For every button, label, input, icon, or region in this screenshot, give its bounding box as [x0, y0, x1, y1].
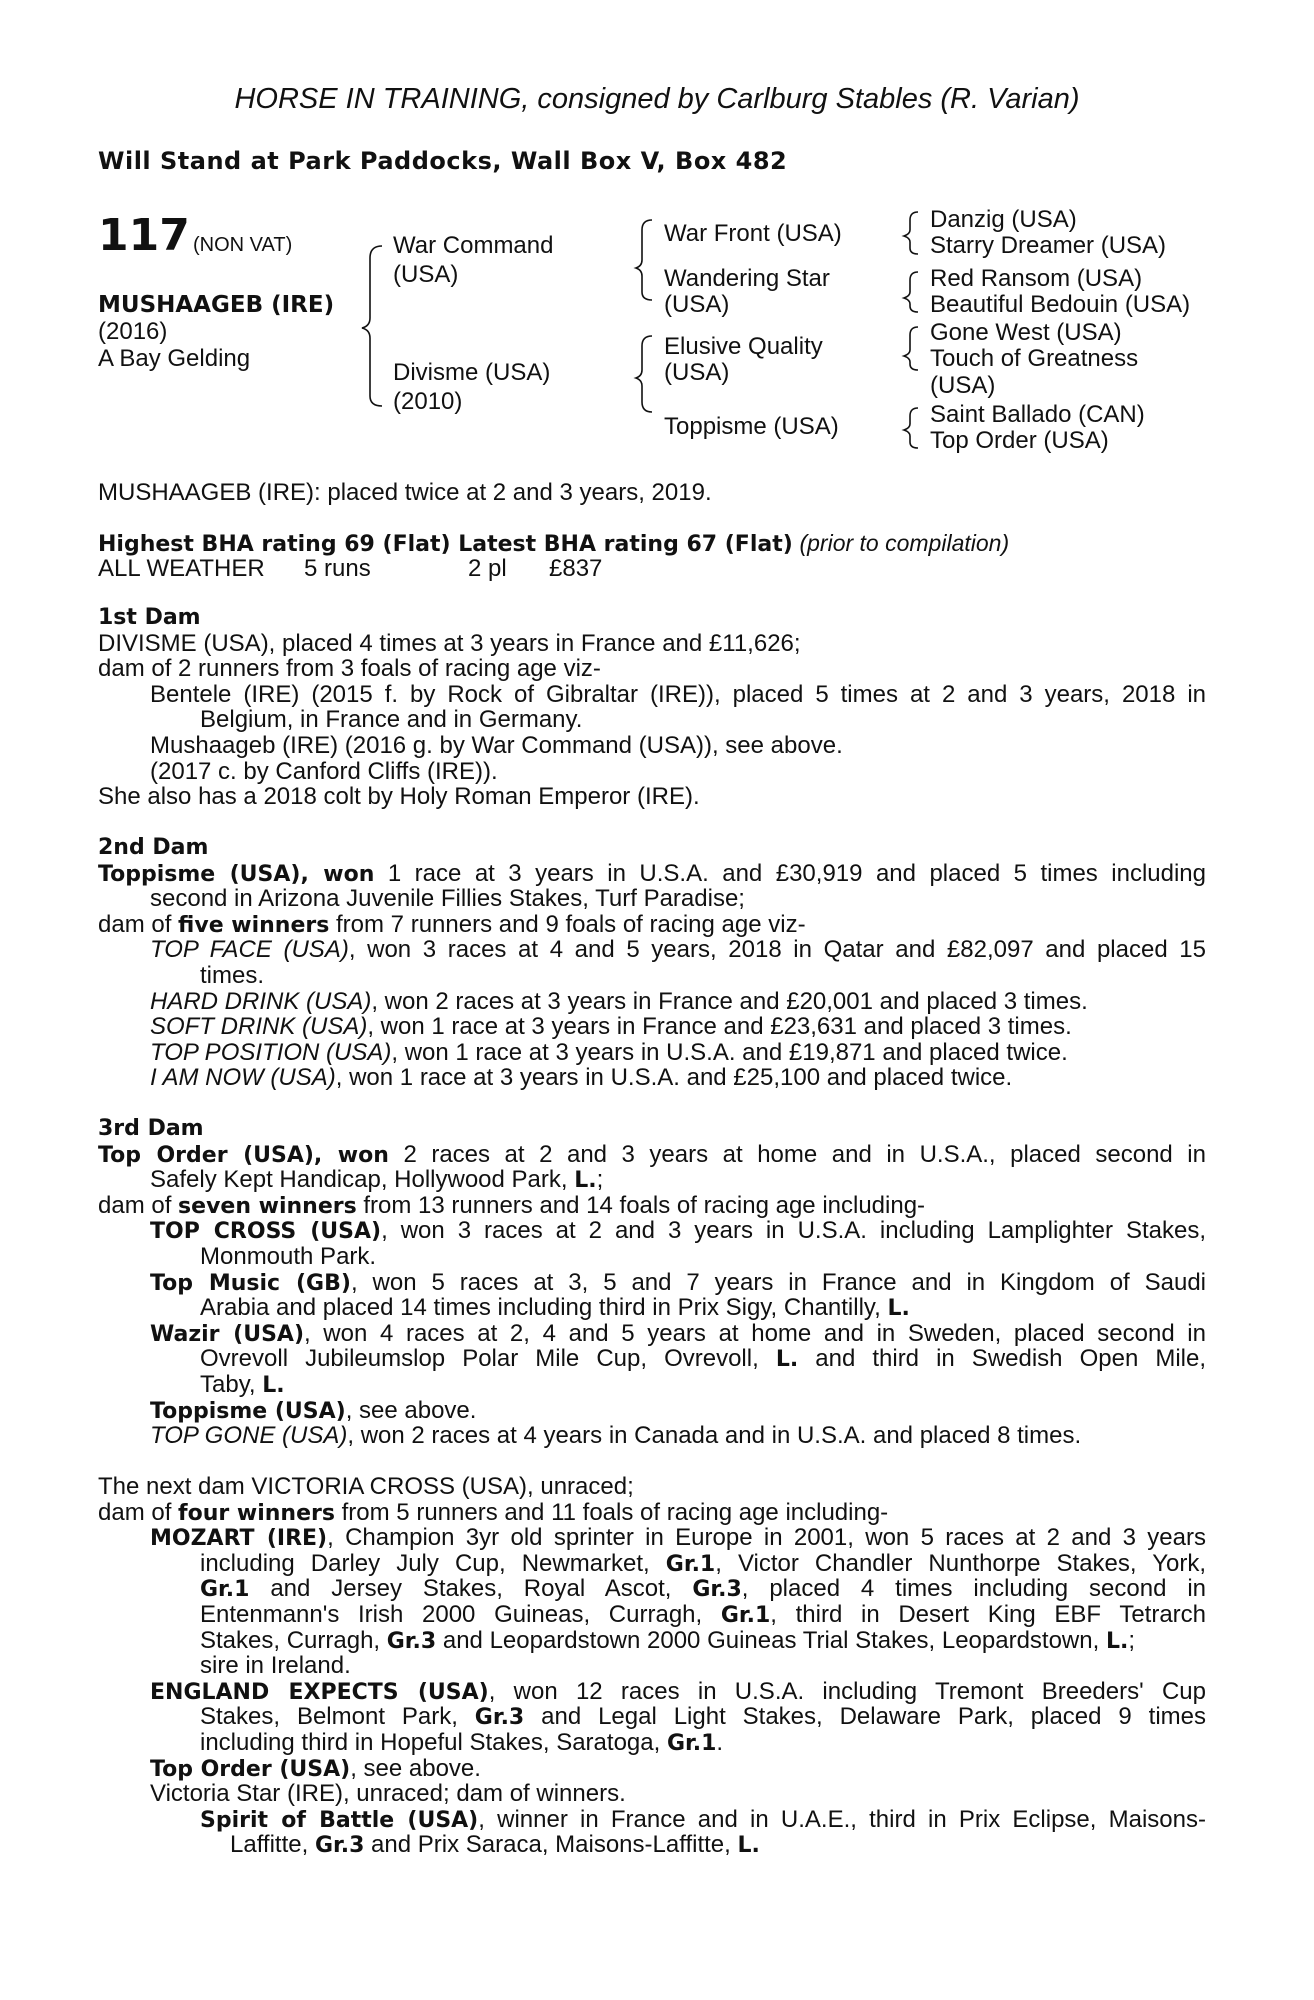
- runner-name: Toppisme (USA): [150, 1398, 346, 1424]
- text: ;: [596, 1166, 604, 1194]
- winners-count: four winners: [178, 1500, 335, 1526]
- first-dam-heading: 1st Dam: [98, 605, 201, 630]
- runner-entry: [98, 1602, 1206, 1628]
- runner-name: TOP POSITION (USA): [150, 1038, 392, 1066]
- text: , see above.: [350, 1754, 481, 1782]
- text: , won 1 race at 3 years in U.S.A. and £25,100 and placed twice.: [335, 1064, 1013, 1092]
- runner-entry: [98, 1321, 1206, 1347]
- pedigree-sire-sire: War Front (USA): [664, 220, 842, 247]
- runner-entry: [98, 1398, 1206, 1424]
- text: Stakes, Curragh,: [200, 1626, 387, 1654]
- group-marker: Gr.1: [665, 1551, 716, 1577]
- text: , won 2 races at 3 years in France and £20,001 and placed 3 times.: [371, 987, 1088, 1015]
- pedigree-g3-3: Red Ransom (USA): [930, 265, 1143, 292]
- runner-entry: [98, 1295, 1206, 1321]
- runner-entry: Monmouth Park.: [200, 1242, 377, 1270]
- first-dam-line: DIVISME (USA), placed 4 times at 3 years in France and £11,626;: [98, 629, 801, 657]
- runner-name: MOZART (IRE): [150, 1526, 328, 1552]
- text: , won 3 races at 4 and 5 years, 2018 in Qatar and £82,097 and placed 15: [348, 936, 1206, 964]
- pedigree-dam-year: (2010): [393, 388, 463, 415]
- text: including third in Hopeful Stakes, Saratoga,: [200, 1728, 667, 1756]
- group-marker: Gr.3: [386, 1628, 437, 1654]
- text: including Darley July Cup, Newmarket,: [200, 1549, 666, 1577]
- listed-marker: L.: [737, 1833, 760, 1859]
- third-dam-line: [98, 1142, 1206, 1168]
- runs-count: 5 runs: [304, 555, 371, 582]
- text: dam of: [98, 910, 179, 938]
- text: , placed 4 times including second in: [741, 1575, 1206, 1603]
- text: Stakes, Belmont Park,: [200, 1703, 475, 1731]
- text: and Prix Saraca, Maisons-Laffitte,: [364, 1831, 738, 1859]
- runner-entry: [98, 1576, 1206, 1602]
- text: , Victor Chandler Nunthorpe Stakes, York,: [715, 1549, 1207, 1577]
- runner-entry: [98, 1014, 1206, 1040]
- text: dam of: [98, 1498, 179, 1526]
- group-marker: Gr.1: [200, 1577, 250, 1603]
- next-dam-line: [98, 1500, 1206, 1526]
- earnings: £837: [549, 555, 603, 582]
- pedigree-dam-sire: Elusive Quality: [664, 333, 823, 360]
- runner-name: TOP CROSS (USA): [150, 1219, 382, 1245]
- first-dam-line: Bentele (IRE) (2015 f. by Rock of Gibraltar (IRE)), placed 5 times at 2 and 3 years, 2018 in: [150, 680, 1206, 708]
- runner-entry: [98, 1628, 1206, 1654]
- pedigree-g3-6-country: (USA): [930, 372, 996, 399]
- text: and Leopardstown 2000 Guineas Trial Stakes, Leopardstown,: [436, 1626, 1106, 1654]
- first-dam-line: She also has a 2018 colt by Holy Roman Emperor (IRE).: [98, 783, 700, 811]
- text: Safely Kept Handicap, Hollywood Park,: [150, 1166, 575, 1194]
- pedigree-dam: Divisme (USA): [393, 359, 551, 386]
- pedigree-g3-4: Beautiful Bedouin (USA): [930, 291, 1191, 318]
- next-dam-line: The next dam VICTORIA CROSS (USA), unraced;: [98, 1473, 634, 1500]
- runner-entry: sire in Ireland.: [200, 1652, 351, 1680]
- listed-marker: L.: [775, 1347, 799, 1373]
- listed-marker: L.: [574, 1168, 597, 1194]
- text: 1 race at 3 years in U.S.A. and £30,919 and placed 5 times including: [374, 859, 1206, 887]
- vat-status: (NON VAT): [193, 234, 293, 256]
- pedigree-sire-country: (USA): [393, 261, 459, 288]
- pedigree-dam-dam: Toppisme (USA): [664, 413, 839, 440]
- text: , third in Desert King EBF Tetrarch: [770, 1600, 1207, 1628]
- runner-name: Wazir (USA): [150, 1321, 304, 1347]
- runner-entry: [98, 1704, 1206, 1730]
- rating-note: (prior to compilation): [799, 530, 1010, 556]
- second-dam-heading: 2nd Dam: [98, 835, 209, 860]
- first-dam-section: [98, 605, 1206, 810]
- dam-name: Toppisme (USA), won: [98, 861, 375, 887]
- runner-entry: [98, 1346, 1206, 1372]
- pedigree-sire: War Command: [393, 232, 554, 259]
- text: , Champion 3yr old sprinter in Europe in 2001, won 5 races at 2 and 3 years: [327, 1524, 1206, 1552]
- listed-marker: L.: [1105, 1628, 1129, 1654]
- first-dam-line: (2017 c. by Canford Cliffs (IRE)).: [150, 757, 498, 785]
- group-marker: Gr.1: [720, 1602, 771, 1628]
- lot-number: 117: [98, 210, 190, 261]
- third-dam-line: [98, 1167, 1206, 1193]
- text: and Jersey Stakes, Royal Ascot,: [249, 1575, 693, 1603]
- horse-description: A Bay Gelding: [98, 345, 251, 372]
- bha-rating: Highest BHA rating 69 (Flat) Latest BHA rating 67 (Flat): [98, 532, 793, 557]
- listed-marker: L.: [887, 1296, 910, 1322]
- text: 2 races at 2 and 3 years at home and in U.S.A., placed second in: [388, 1140, 1206, 1168]
- runner-entry: [98, 1832, 1206, 1858]
- runner-entry: [98, 1807, 1206, 1833]
- text: , won 2 races at 4 years in Canada and in U.S.A. and placed 8 times.: [347, 1422, 1082, 1450]
- third-dam-section: [98, 1116, 1206, 1449]
- winners-count: seven winners: [178, 1193, 357, 1219]
- text: dam of: [98, 1191, 179, 1219]
- runner-name: TOP FACE (USA): [150, 936, 349, 964]
- foaling-year: (2016): [98, 318, 168, 345]
- runner-entry: [98, 1730, 1206, 1756]
- race-summary: MUSHAAGEB (IRE): placed twice at 2 and 3 years, 2019.: [98, 479, 712, 506]
- group-marker: Gr.3: [474, 1705, 525, 1731]
- runner-entry: [98, 1423, 1206, 1449]
- dam-name: Top Order (USA), won: [98, 1142, 389, 1168]
- runner-entry: Victoria Star (IRE), unraced; dam of winners.: [150, 1780, 626, 1808]
- pedigree-sire-dam-country: (USA): [664, 291, 730, 318]
- third-dam-line: [98, 1193, 1206, 1219]
- first-dam-line: dam of 2 runners from 3 foals of racing age viz-: [98, 655, 601, 683]
- runner-entry: [98, 989, 1206, 1015]
- first-dam-line: Belgium, in France and in Germany.: [200, 706, 583, 734]
- text: from 13 runners and 14 foals of racing age including-: [356, 1191, 926, 1219]
- text: from 5 runners and 11 foals of racing age including-: [334, 1498, 889, 1526]
- next-dam-section: [98, 1474, 1206, 1858]
- third-dam-heading: 3rd Dam: [98, 1116, 204, 1141]
- runner-entry: [98, 1679, 1206, 1705]
- runner-name: Top Music (GB): [150, 1270, 351, 1296]
- text: Arabia and placed 14 times including third in Prix Sigy, Chantilly,: [200, 1294, 888, 1322]
- text: Laffitte,: [230, 1831, 315, 1859]
- group-marker: Gr.1: [666, 1730, 717, 1756]
- runner-name: HARD DRINK (USA): [150, 987, 372, 1015]
- horse-name: MUSHAAGEB (IRE): [98, 292, 335, 318]
- text: Entenmann's Irish 2000 Guineas, Curragh,: [200, 1600, 721, 1628]
- runner-entry: [98, 1372, 1206, 1398]
- runner-entry: [98, 1551, 1206, 1577]
- winners-count: five winners: [178, 912, 330, 938]
- pedigree-g3-6: Touch of Greatness: [930, 345, 1139, 372]
- text: , won 3 races at 2 and 3 years in U.S.A. including Lamplighter Stakes,: [381, 1217, 1206, 1245]
- pedigree-sire-dam: Wandering Star: [664, 265, 830, 292]
- second-dam-section: [98, 835, 1206, 1091]
- pedigree-dam-sire-country: (USA): [664, 359, 730, 386]
- text: , won 4 races at 2, 4 and 5 years at home and in Sweden, placed second in: [304, 1319, 1206, 1347]
- runner-name: Top Order (USA): [150, 1756, 351, 1782]
- rating-line: [98, 530, 1009, 558]
- placed-count: 2 pl: [468, 555, 507, 582]
- runner-entry: [98, 1218, 1206, 1244]
- second-dam-line: [98, 912, 1206, 938]
- surface-label: ALL WEATHER: [98, 555, 265, 582]
- text: from 7 runners and 9 foals of racing age viz-: [329, 910, 806, 938]
- text: , won 5 races at 3, 5 and 7 years in France and in Kingdom of Saudi: [350, 1268, 1207, 1296]
- pedigree-g3-7: Saint Ballado (CAN): [930, 401, 1145, 428]
- stand-location: Will Stand at Park Paddocks, Wall Box V, Box 482: [98, 147, 788, 175]
- group-marker: Gr.3: [692, 1577, 742, 1603]
- catalogue-heading: HORSE IN TRAINING, consigned by Carlburg Stables (R. Varian): [234, 83, 1080, 115]
- runner-name: ENGLAND EXPECTS (USA): [150, 1679, 489, 1705]
- pedigree-g3-5: Gone West (USA): [930, 319, 1122, 346]
- text: ;: [1128, 1626, 1136, 1654]
- runner-name: TOP GONE (USA): [150, 1422, 348, 1450]
- group-marker: Gr.3: [314, 1833, 365, 1859]
- runner-entry: [98, 1040, 1206, 1066]
- second-dam-line: second in Arizona Juvenile Fillies Stakes, Turf Paradise;: [150, 885, 745, 913]
- text: , won 12 races in U.S.A. including Tremont Breeders' Cup: [488, 1677, 1206, 1705]
- runner-entry: [98, 1065, 1206, 1091]
- runner-entry: [98, 1525, 1206, 1551]
- runner-name: Spirit of Battle (USA): [200, 1807, 479, 1833]
- runner-entry: [98, 1756, 1206, 1782]
- text: .: [716, 1728, 724, 1756]
- text: and third in Swedish Open Mile,: [798, 1345, 1207, 1373]
- runner-name: SOFT DRINK (USA): [150, 1013, 368, 1041]
- listed-marker: L.: [262, 1372, 285, 1398]
- runner-entry: [98, 1270, 1206, 1296]
- text: , winner in France and in U.A.E., third in Prix Eclipse, Maisons-: [478, 1805, 1206, 1833]
- second-dam-line: [98, 861, 1206, 887]
- runner-entry: [98, 937, 1206, 963]
- first-dam-line: Mushaageb (IRE) (2016 g. by War Command (USA)), see above.: [150, 731, 843, 759]
- text: Ovrevoll Jubileumslop Polar Mile Cup, Ovrevoll,: [200, 1345, 776, 1373]
- text: , see above.: [345, 1396, 477, 1424]
- pedigree-g3-8: Top Order (USA): [930, 427, 1109, 454]
- text: , won 1 race at 3 years in France and £23,631 and placed 3 times.: [367, 1013, 1072, 1041]
- text: , won 1 race at 3 years in U.S.A. and £19,871 and placed twice.: [391, 1038, 1068, 1066]
- text: Taby,: [200, 1370, 263, 1398]
- text: and Legal Light Stakes, Delaware Park, placed 9 times: [524, 1703, 1206, 1731]
- pedigree-g3-2: Starry Dreamer (USA): [930, 232, 1167, 259]
- pedigree-g3-1: Danzig (USA): [930, 206, 1077, 233]
- runner-name: I AM NOW (USA): [150, 1064, 336, 1092]
- runner-entry: times.: [200, 961, 265, 989]
